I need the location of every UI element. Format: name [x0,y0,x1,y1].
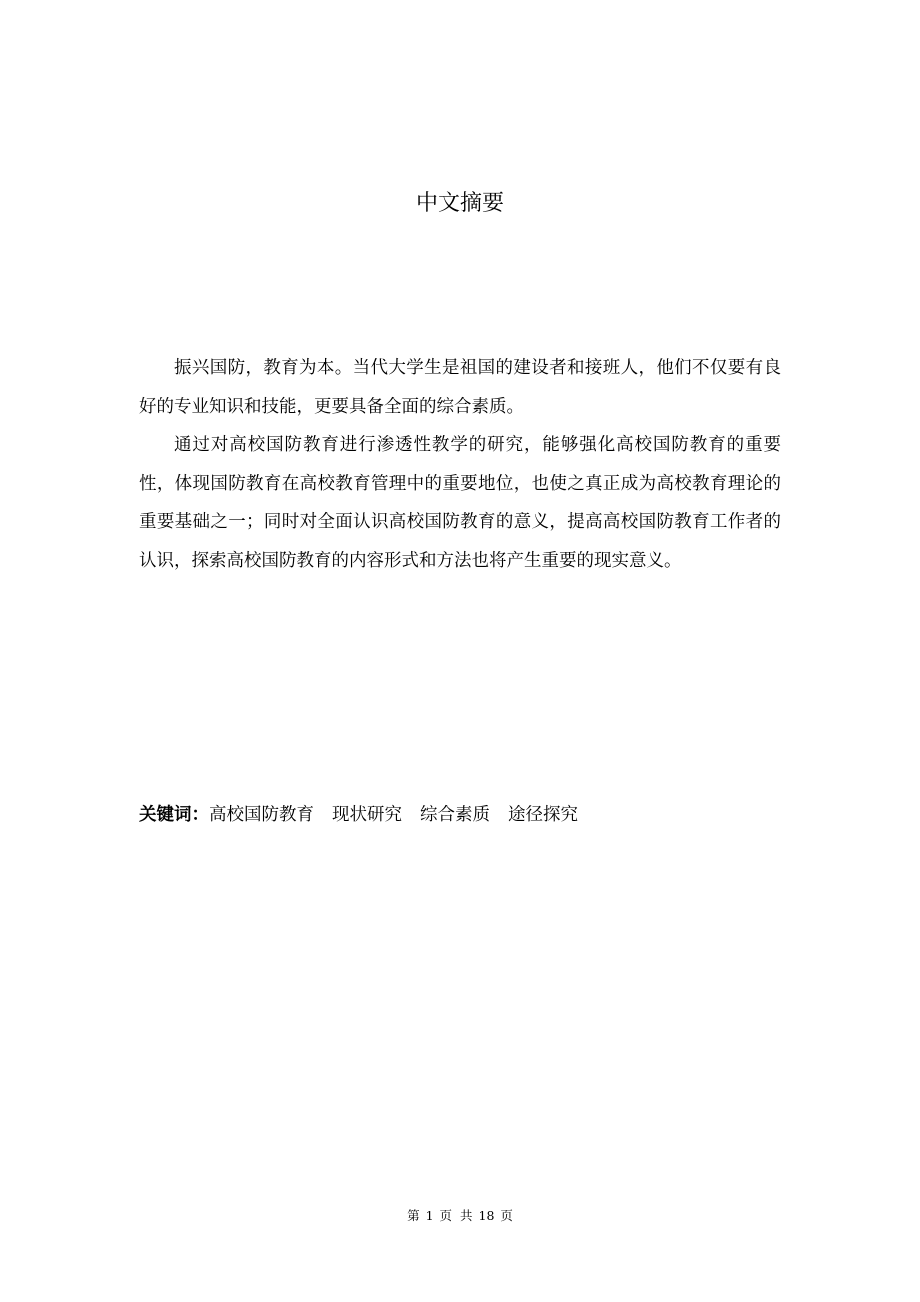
page-footer [0,1206,920,1226]
abstract-paragraph-2: 通过对高校国防教育进行渗透性教学的研究，能够强化高校国防教育的重要性，体现国防教育在高校教育管理中的重要地位，也使之真正成为高校教育理论的重要基础之一；同时对全面认识高校国防教育的意义，提高高校国防教育工作者的认识，探索高校国防教育的内容形式和方法也将产生重要的现实意义。 [139,435,781,571]
footer-suffix: 页 [500,1208,513,1223]
keywords-line [139,800,781,830]
page-title: 中文摘要 [415,191,504,216]
keyword-term: 现状研究 [332,805,402,825]
keywords-label: 关键词： [139,805,209,825]
footer-middle: 页 共 [439,1208,473,1223]
abstract-paragraph-1: 振兴国防，教育为本。当代大学生是祖国的建设者和接班人，他们不仅要有良好的专业知识和技能，更要具备全面的综合素质。 [139,358,781,417]
keyword-term: 综合素质 [420,805,490,825]
abstract-body [139,349,781,580]
keyword-term: 高校国防教育 [209,805,314,825]
footer-total-pages: 18 [478,1208,495,1223]
keyword-term: 途径探究 [508,805,578,825]
footer-prefix: 第 [407,1208,420,1223]
footer-page-number: 1 [425,1208,434,1223]
